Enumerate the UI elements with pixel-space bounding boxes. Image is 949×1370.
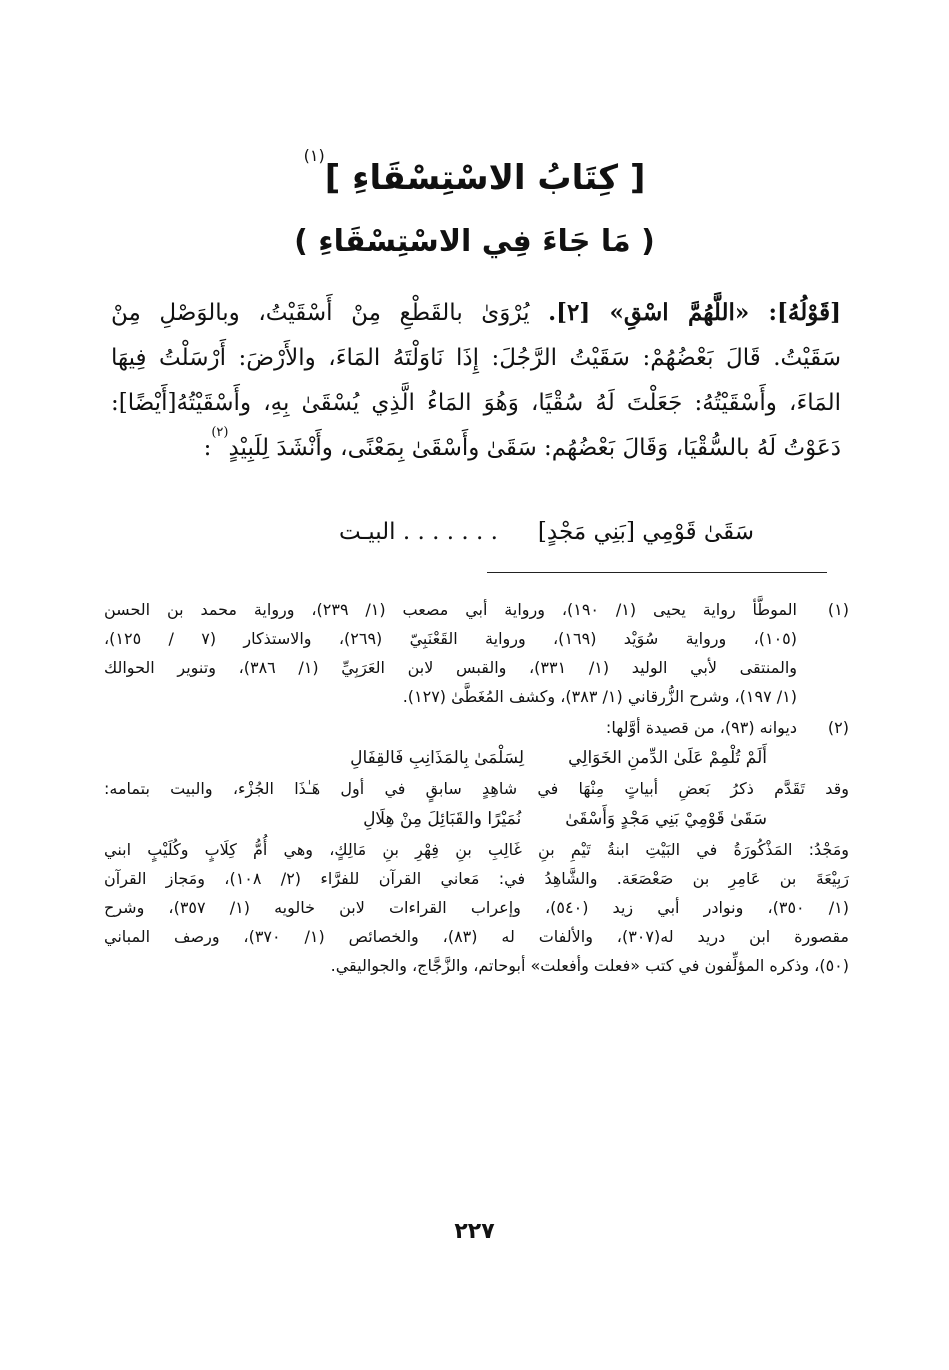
chapter-title: [0, 148, 949, 208]
lemma: [قَوْلُهُ]: «اللَّهُمَّ اسْقِ» [٢].: [548, 299, 842, 326]
footnote-line: مقصورة ابن دريد له(٣٠٧)، والألفات له (٨٣)، والخصائص (١/ ٣٧٠)، ورصف المباني: [104, 927, 850, 946]
footnote-line: (١٠٥)، ورواية سُوَيْد (١٦٩)، ورواية القَعْنَبِيّ (٢٦٩)، والاستذكار (٧ / ١٢٥)،: [104, 629, 798, 648]
poem-hemistich: نُمَيْرًا والقَبَائِلَ مِنْ هِلَالِ: [363, 809, 522, 829]
poem-hemistich: أَلَمْ تُلْمِمْ عَلَىٰ الدِّمنِ الخَوَالِي: [568, 748, 767, 768]
verse-quote: [194, 512, 754, 552]
main-line-text: يُرْوَىٰ بالقَطْعِ مِنْ أَسْقَيْتُ، وبالوَصْلِ مِنْ: [111, 300, 549, 326]
footnote-line: (٥٠)، وذكره المؤلِّفون في كتب «فعلت وأفعلت» أبوحاتم، والزَّجَّاج، والجواليقي.: [330, 956, 849, 975]
main-line-text: دَعَوْتُ لَهُ بالسُّقْيَا، وَقَالَ بَعْضُهُم: سَقَىٰ وأَسْقَىٰ بِمَعْنًى، وأَنْشَدَ لِلَبِيْدٍ: [228, 435, 841, 461]
footnote-line: ومَجْدُ: المَذْكُورَةُ في البَيْتِ ابنةُ تَيْمِ بنِ غَالِبِ بنِ فِهْرِ بنِ مَالِكٍ، وهي أُمُّ كِلَابٍ وكُلَيْبٍ ابني: [104, 840, 849, 859]
main-line: سَقَيْتُ. قَالَ بَعْضُهُمْ: سَقَيْتُ الرَّجُلَ: إِذَا نَاوَلْتَهُ المَاءَ، والأَرْضَ: أَرْسَلْتُ فِيهَا: [111, 345, 841, 371]
footnote-line: ديوانه (٩٣)، من قصيدة أوَّلها:: [605, 718, 797, 737]
poem-line: [104, 803, 849, 835]
poem-line: [104, 742, 797, 774]
footnote-body: [104, 774, 849, 980]
section-title: ( مَا جَاءَ فِي الاسْتِسْقَاءِ ): [294, 224, 655, 259]
main-line: [111, 426, 841, 471]
footnote-ref: (١): [303, 146, 325, 165]
page-number: ٢٢٧: [454, 1219, 495, 1244]
footnote-line: والمنتقى لأبي الوليد (١/ ٣٣١)، والقبس لابن العَرَبِيِّ (١/ ٣٨٦)، وتنوير الحوالك: [104, 658, 798, 677]
poem-hemistich: سَقَىٰ قَوْمِيْ بَنِي مَجْدٍ وَأَسْقَىٰ: [565, 809, 767, 829]
footnote-number: (٢): [827, 718, 849, 737]
footnote: [104, 595, 849, 711]
footnote-line: رَبِيْعَةَ بن عَامِرِ بن صَعْصَعَة. والشَّاهِدُ في: مَعاني القرآن للفرَّاء (٢/ ١٠٨)، ومَجاز القرآن: [104, 869, 849, 888]
poem-hemistich: لِسَلْمَىٰ بِالمَذَانِبِ فَالقِفَالِ: [350, 748, 525, 768]
footnote-line: الموطَّأ رواية يحيى (١/ ١٩٠)، ورواية أبي مصعب (١/ ٢٣٩)، ورواية محمد بن الحسن: [104, 600, 797, 619]
main-line-end: :: [203, 435, 212, 461]
verse-first-hemistich: سَقَىٰ قَوْمِي [بَنِي مَجْدٍ]: [537, 519, 754, 545]
footnote: [104, 713, 849, 980]
footnote-ref: (٢): [211, 425, 229, 440]
verse-ellipsis: . . . . . . . البيـت: [338, 519, 498, 545]
footnotes: [104, 595, 849, 980]
chapter-title-text: [ كِتَابُ الاسْتِسْقَاءِ ]: [324, 158, 646, 198]
main-line: المَاءَ، وأَسْقَيْتُهُ: جَعَلْتَ لَهُ سُقْيًا، وَهُوَ المَاءُ الَّذِي يُسْقَىٰ بِهِ، وأَسْقَيْتُهُ[أَيْضًا]:: [111, 390, 841, 416]
footnote-divider: [487, 572, 827, 573]
footnote-line: وقد تَقَدَّم ذكرُ بَعضِ أبياتٍ مِنْهَا في شاهِدٍ سابقٍ في أول هَـٰذَا الجُزْء، والبيت بتمامه:: [104, 779, 849, 798]
footnote-line: (١/ ١٩٧)، وشرح الزُّرقاني (١/ ٣٨٣)، وكشف المُغَطَّىٰ (١٢٧).: [402, 687, 797, 706]
footnote-line: (١/ ٣٥٠)، ونوادر أبي زيد (٥٤٠)، وإعراب القراءات لابن خالويه (١/ ٣٥٧)، وشرح: [104, 898, 849, 917]
main-line: [111, 290, 841, 336]
main-text: [111, 290, 841, 471]
footnote-number: (١): [827, 600, 849, 619]
